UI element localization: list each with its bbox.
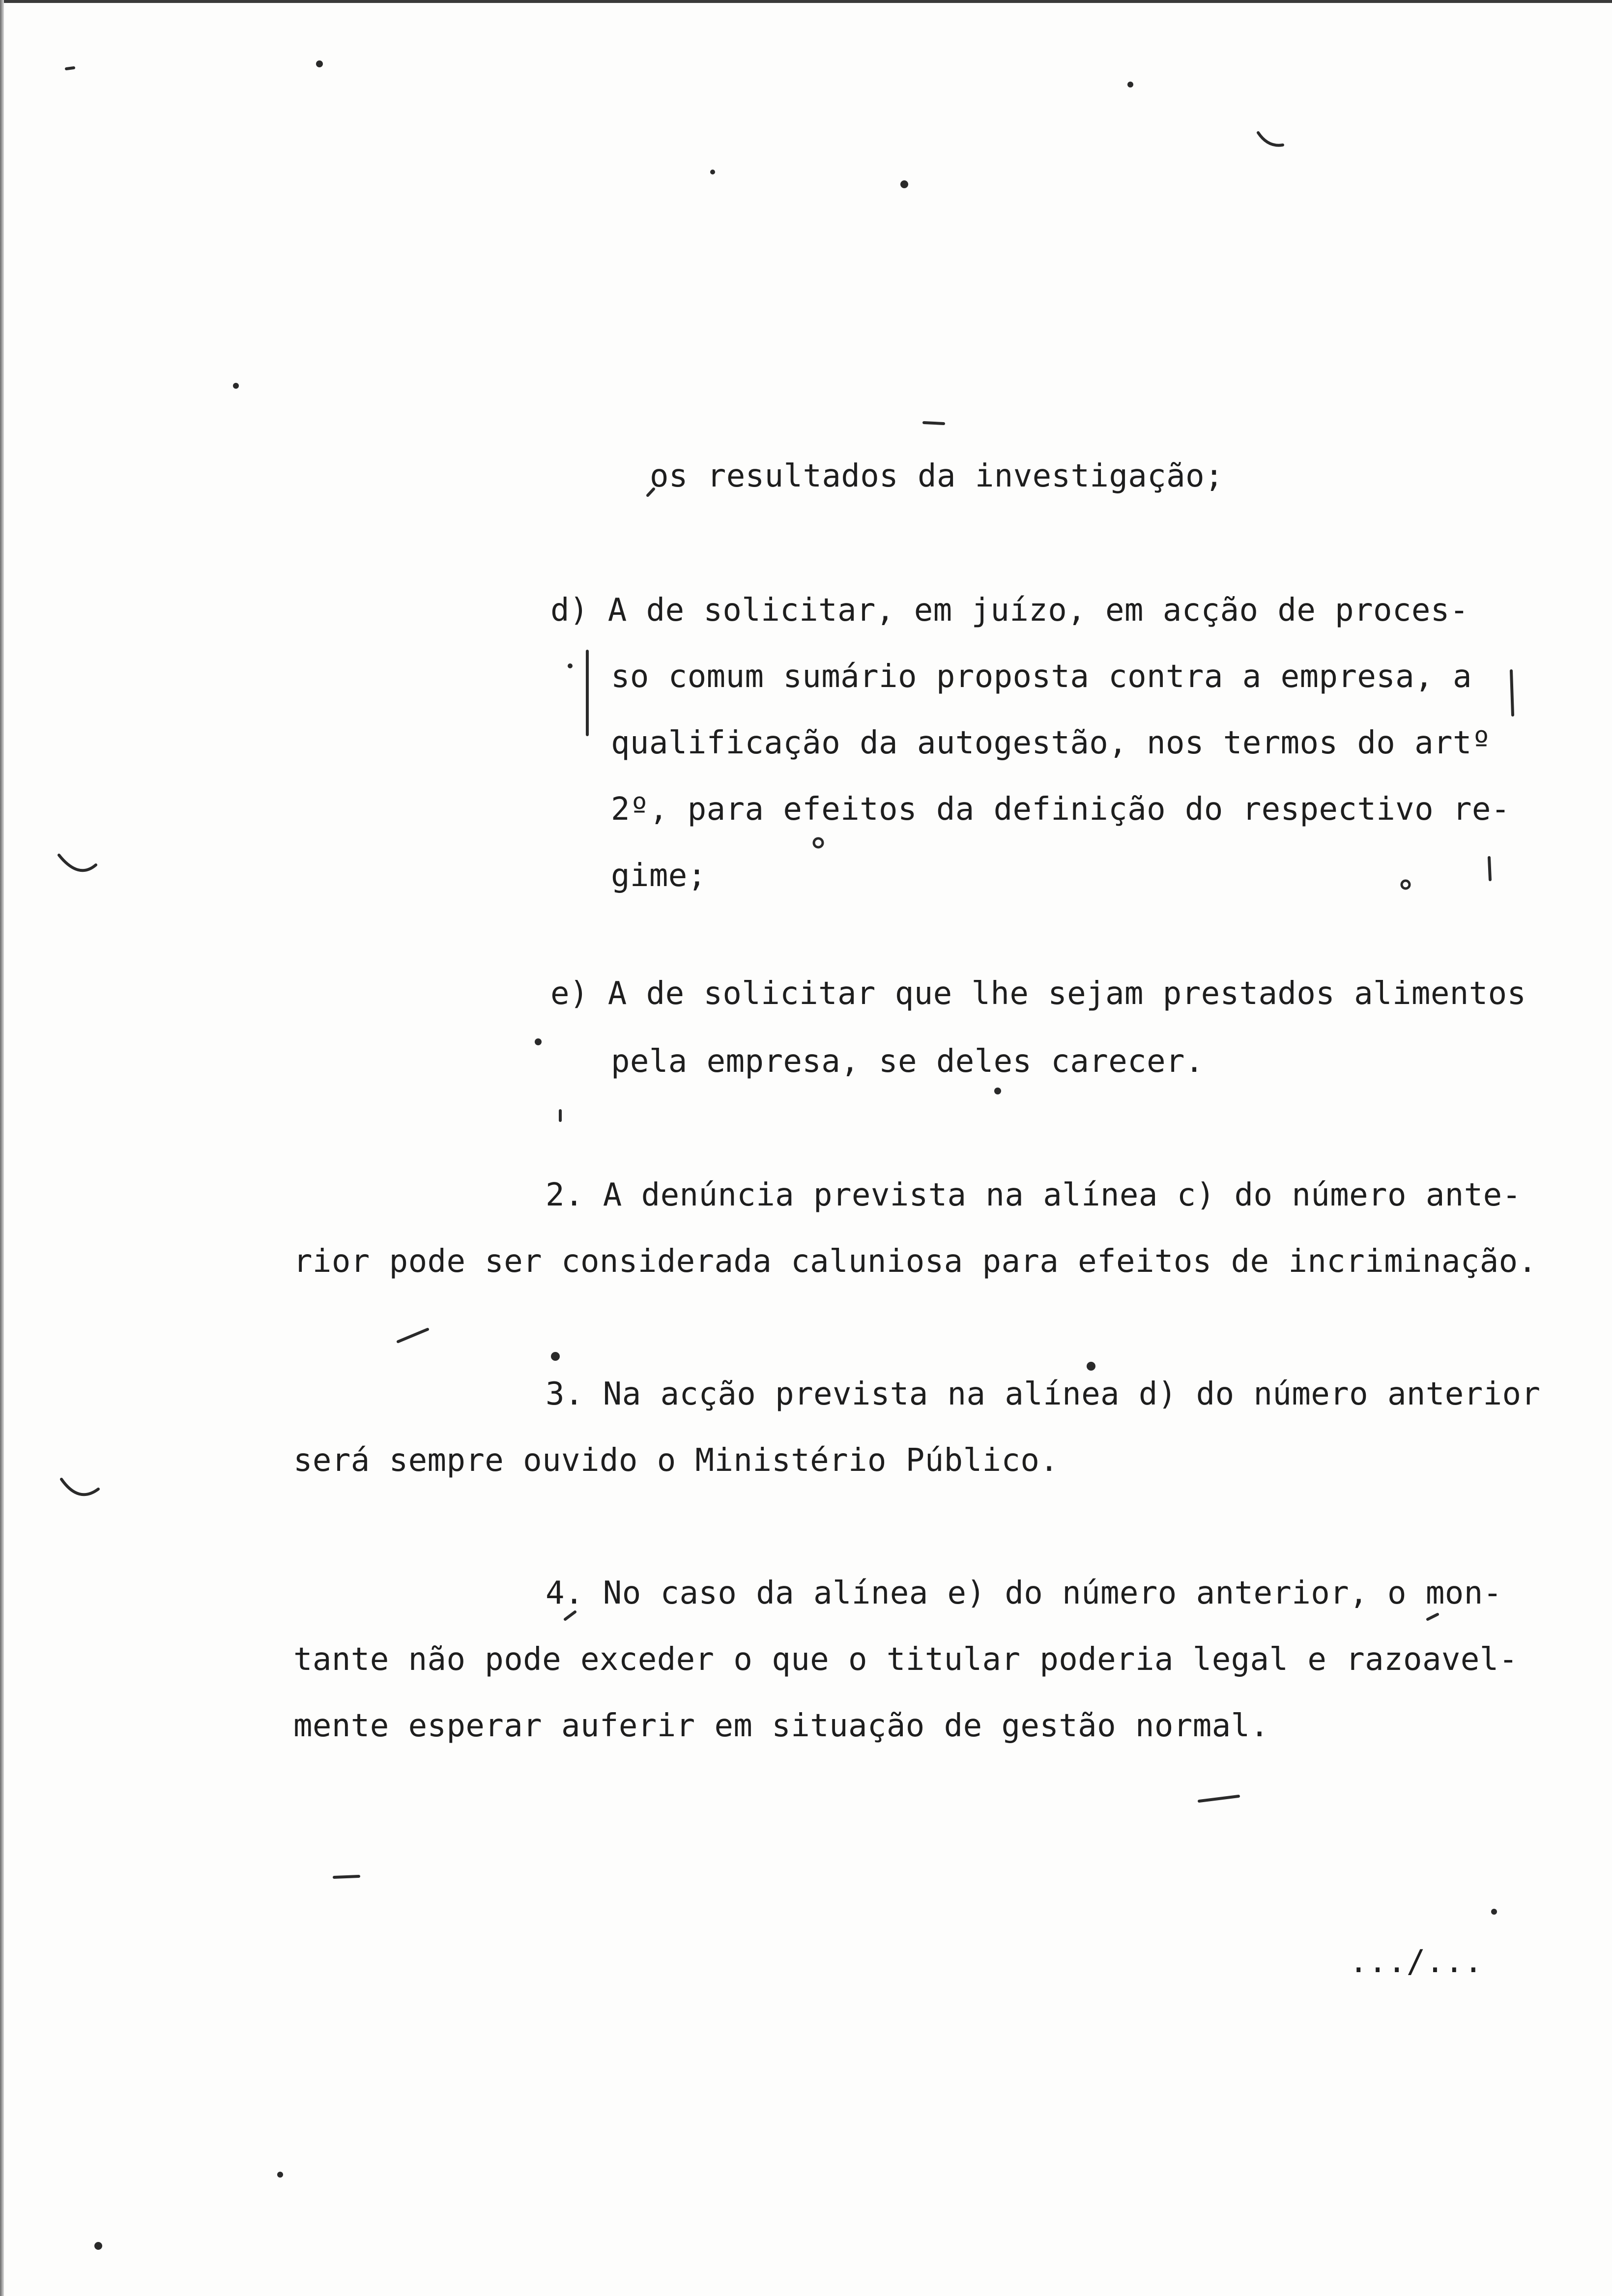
item-e-line-2: pela empresa, se deles carecer. xyxy=(611,1043,1204,1080)
text-line-results: os resultados da investigação; xyxy=(650,458,1224,494)
item-d-line-3: qualificação da autogestão, nos termos do artº xyxy=(611,725,1491,761)
item-d-line-4: 2º, para efeitos da definição do respectivo re- xyxy=(611,791,1510,828)
paragraph-2-line-2: rior pode ser considerada caluniosa para efeitos de incriminação. xyxy=(293,1243,1537,1280)
paragraph-3-line-1: 3. Na acção prevista na alínea d) do número anterior xyxy=(546,1376,1541,1412)
paragraph-4-line-3: mente esperar auferir em situação de gestão normal. xyxy=(293,1708,1269,1744)
item-d-line-2: so comum sumário proposta contra a empresa, a xyxy=(611,659,1472,695)
paragraph-4-line-1: 4. No caso da alínea e) do número anterior, o mon- xyxy=(546,1575,1502,1611)
item-d-line-5: gime; xyxy=(611,858,707,894)
paragraph-2-line-1: 2. A denúncia prevista na alínea c) do número ante- xyxy=(546,1177,1522,1213)
item-e-line-1: e) A de solicitar que lhe sejam prestados alimentos xyxy=(550,976,1526,1012)
paragraph-4-line-2: tante não pode exceder o que o titular poderia legal e razoavel- xyxy=(293,1641,1518,1678)
paragraph-3-line-2: será sempre ouvido o Ministério Público. xyxy=(293,1442,1059,1479)
continuation-mark: .../... xyxy=(1349,1944,1483,1980)
item-d-line-1: d) A de solicitar, em juízo, em acção de proces- xyxy=(550,592,1469,629)
